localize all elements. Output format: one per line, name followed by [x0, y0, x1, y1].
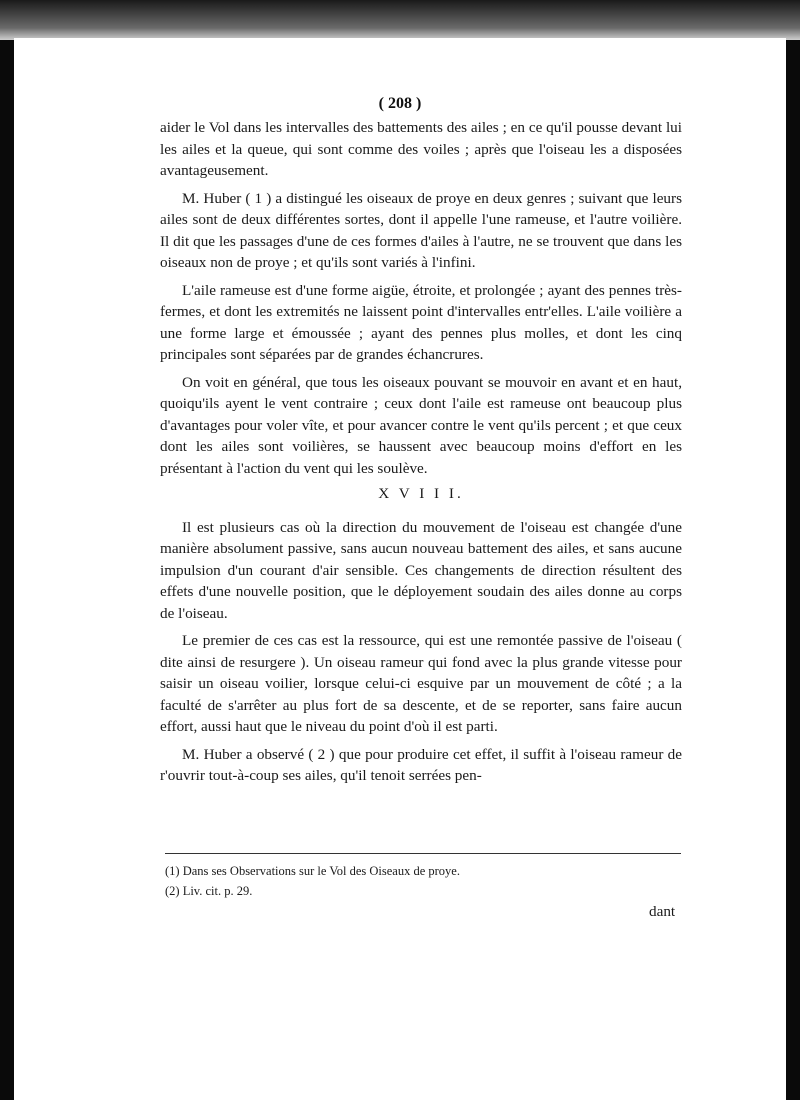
paragraph-ressource: Le premier de ces cas est la ressource, qui est une remontée passive de l'oiseau ( dite ainsi de resurgere ). Un oiseau rameur qui fond avec la plus grande vitesse pour saisir un oiseau voilier, lorsque celui-ci esquive par un mouvement de côté ; a la faculté de s'arrêter au plus fort de sa descente, et de se reporter, sans faire aucun effort, aussi haut que le niveau du point d'où il est parti.	[160, 632, 682, 735]
paragraph-huber-genres: M. Huber ( 1 ) a distingué les oiseaux de proye en deux genres ; suivant que leurs ailes sont de deux différentes sortes, dont il appelle l'une rameuse, et l'autre voilière. Il dit que les passages d'une de ces formes d'ailes à l'autre, ne se trouvent que dans les oiseaux non de proye ; et qu'ils sont variés à l'infini.	[160, 189, 682, 271]
paragraph-en-general: On voit en général, que tous les oiseaux pouvant se mouvoir en avant et en haut, quoiqu'ils ayent le vent contraire ; ceux dont l'aile est rameuse ont beaucoup plus d'avantages pour voler vîte, et pour avancer contre le vent qu'ils percent ; et que ceux dont les ailes sont voilières, se haussent avec beaucoup moins d'effort en les présentant à l'action du vent qui les soulève.	[160, 373, 682, 477]
footnotes	[165, 861, 681, 901]
page-number: ( 208 )	[378, 95, 422, 112]
footnote-1: (1) Dans ses Observations sur le Vol des Oiseaux de proye.	[165, 864, 460, 878]
footnote-rule	[165, 853, 681, 854]
paragraph-aile-rameuse: L'aile rameuse est d'une forme aigüe, étroite, et prolongée ; ayant des pennes très-fermes, et dont les extremités ne laissent point d'intervalles entr'elles. L'aile voilière a une forme large et émoussée ; ayant des pennes plus molles, et dont les cinq principales sont séparées par de grandes échancrures.	[160, 281, 682, 363]
paragraph-continuation: aider le Vol dans les intervalles des battements des ailes ; en ce qu'il pousse devant lui les ailes et la queue, qui sont comme des voiles ; après que l'oiseau les a disposées avantageusement.	[160, 119, 682, 179]
footnote-2: (2) Liv. cit. p. 29.	[165, 884, 253, 898]
body-text	[160, 117, 682, 787]
catchword: dant	[649, 903, 676, 920]
paragraph-direction-passive: Il est plusieurs cas où la direction du mouvement de l'oiseau est changée d'une manière absolument passive, sans aucun nouveau battement des ailes, et sans aucune impulsion d'un courant d'air sensible. Ces changements de direction résultent des effets d'une nouvelle position, que le déployement soudain des ailes donne au corps de l'oiseau.	[160, 518, 682, 622]
scan-top-edge	[0, 0, 800, 40]
section-heading: X V I I I.	[378, 485, 464, 502]
paragraph-huber-observe: M. Huber a observé ( 2 ) que pour produire cet effet, il suffit à l'oiseau rameur de r'ouvrir tout-à-coup ses ailes, qu'il tenoit serrées pen-	[160, 745, 682, 784]
